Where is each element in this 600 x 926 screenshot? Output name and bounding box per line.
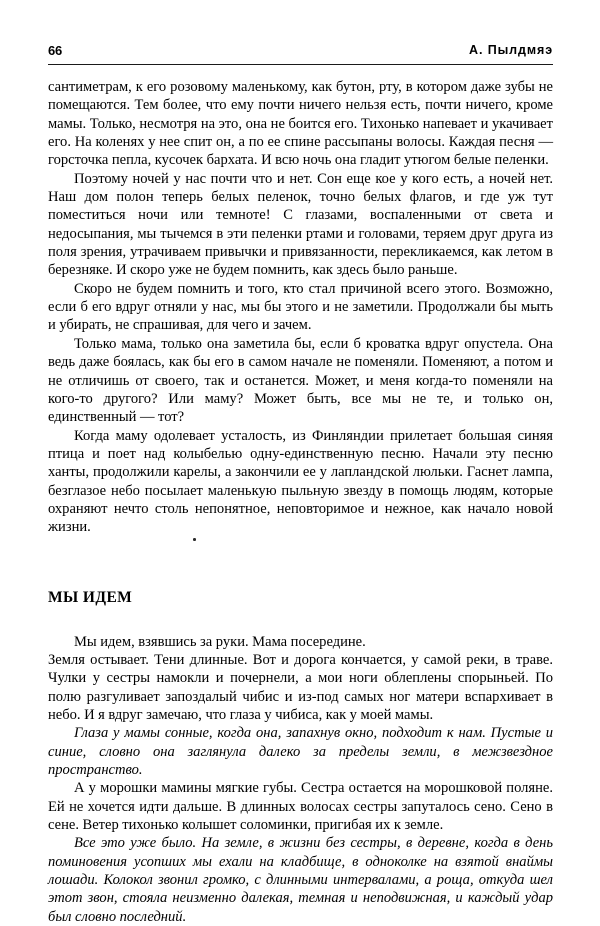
- paragraph-memory-italic: Все это уже было. На земле, в жизни без сестры, в деревне, когда в день поминовения усопших мы ехали на кладбище, в одноколке на взятой внаймы лошади. Колокол звонил громко, с длинными интервалами, а роща, откуда шел этот звон, стояла неизменно далекая, темная и неподвижная, и каждый удар был словно последний.: [48, 835, 553, 925]
- paragraph-mother: Только мама, только она заметила бы, если б кроватка вдруг опустела. Она ведь даже боялась, как бы его в самом начале не поменяли. Поменяют, а потом и не отличишь от своего, так и останется. Может, и меня когда-то поменяли на кого-то другого? Или маму? Может быть, все мы не те, и только он, единственный — тот?: [48, 335, 553, 426]
- paragraph-walking: Мы идем, взявшись за руки. Мама посередине.: [74, 633, 366, 650]
- page-number: 66: [48, 43, 63, 58]
- paragraph-cloudberry: А у морошки мамины мягкие губы. Сестра остается на морошковой поляне. Ей не хочется идти дальше. В длинных волосах сестры запуталось сено. Сено в сене. Ветер тихонько колышет соломинки, пригибая их к земле.: [48, 780, 553, 834]
- header-rule: [48, 64, 553, 65]
- spacer-after-heading: [48, 607, 553, 633]
- paragraph-cause: Скоро не будем помнить и того, кто стал причиной всего этого. Возможно, если б его вдруг отняли у нас, мы бы этого и не заметили. Продолжали бы мыть и убирать, не спрашивая, для чего и зачем.: [48, 280, 553, 334]
- section-heading-my-idem: МЫ ИДЕМ: [48, 588, 133, 606]
- running-head: [48, 43, 553, 65]
- paragraph-bird: Когда маму одолевает усталость, из Финляндии прилетает большая синяя птица и поет над колыбелью одну-единственную песню. Начали эту песню ханты, продолжили карелы, а закончили ее у лапландской люльки. Гаснет лампа, безглазое небо посылает маленькую пыльную звезду в помощь людям, которые охраняют нечто столь непонятное, неповторимое и нежное, как начало новой жизни.: [48, 427, 553, 536]
- paragraph-eyes-italic: Глаза у мамы сонные, когда она, запахнув окно, подходит к нам. Пустые и синие, словно она заглянула далеко за пределы земли, в межзвездное пространство.: [48, 725, 553, 778]
- spacer-before-heading: [48, 537, 553, 589]
- body-text-column: [48, 78, 553, 926]
- paragraph-nights: Поэтому ночей у нас почти что и нет. Сон еще кое у кого есть, а ночей нет. Наш дом полон теперь белых пеленок, точно белых флагов, и где уж тут поместиться ночи или темноте! С глазами, воспаленными от света и недосыпания, мы тычемся в эти пеленки ртами и головами, теряем друг друга из поля зрения, утрачиваем привычки и привязанности, перекликаемся, как летом в березняке. И скоро уже не будем помнить, как здесь было раньше.: [48, 170, 553, 279]
- paragraph-earth-cooling: Земля остывает. Тени длинные. Вот и дорога кончается, у самой реки, в траве. Чулки у сестры намокли и почернели, а мои ноги облеплены спорыньей. По полю разгуливает запоздалый чибис и из-под самых ног матери вспархивает в небо. И я вдруг замечаю, что глаза у чибиса, как у моей мамы.: [48, 651, 553, 723]
- author-name: А. Пылдмяэ: [469, 43, 553, 57]
- paragraph-continuation: сантиметрам, к его розовому маленькому, как бутон, рту, в котором даже зубы не помещаются. Тем более, что ему почти ничего нельзя есть, почти ничего, кроме мамы. Только, несмотря на это, она не боится его. Тихонько напевает и укачивает его. На коленях у нее спит он, а по ее спине рассыпаны волосы. Каждая песня — горсточка пепла, кусочек бархата. И всю ночь она гладит утюгом белые пеленки.: [48, 79, 553, 169]
- book-page: [48, 0, 553, 925]
- scan-speck: [193, 538, 196, 541]
